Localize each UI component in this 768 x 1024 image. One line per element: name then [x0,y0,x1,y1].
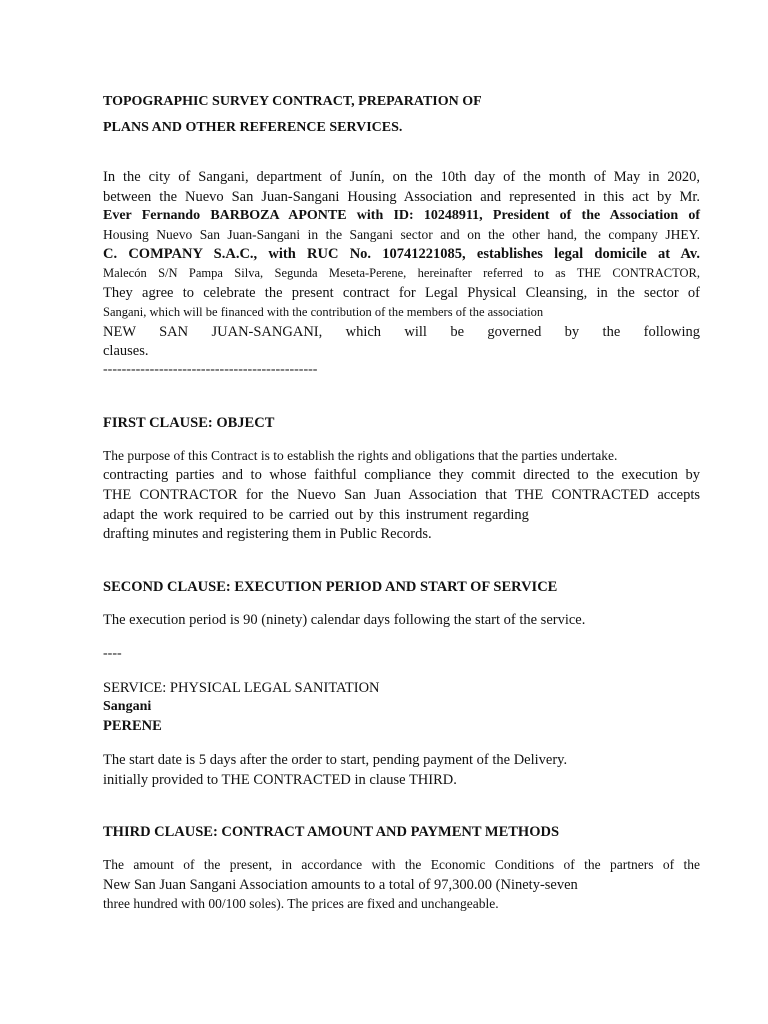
document-title-line-1: TOPOGRAPHIC SURVEY CONTRACT, PREPARATION OF [103,94,482,109]
intro-line-3: Ever Fernando BARBOZA APONTE with ID: 10248911, President of the Association of [103,208,700,223]
execution-period-text: The execution period is 90 (ninety) calendar days following the start of the service. [103,612,586,628]
intro-line-8: Sangani, which will be financed with the contribution of the members of the association [103,305,544,319]
intro-line-2: between the Nuevo San Juan-Sangani Housing Association and represented in this act by Mr. [103,189,700,205]
short-divider: ---- [103,646,122,661]
third-clause-line-3: three hundred with 00/100 soles). The prices are fixed and unchangeable. [103,896,499,911]
first-clause-line-2: contracting parties and to whose faithful compliance they commit directed to the execution by [103,467,700,483]
intro-line-1: In the city of Sangani, department of Junín, on the 10th day of the month of May in 2020, [103,169,700,185]
intro-line-10: clauses. [103,343,149,359]
first-clause-line-4: adapt the work required to be carried out by this instrument regarding [103,507,529,523]
intro-line-6: Malecón S/N Pampa Silva, Segunda Meseta-Perene, hereinafter referred to as THE CONTRACTOR, [103,266,700,280]
intro-line-7: They agree to celebrate the present contract for Legal Physical Cleansing, in the sector of [103,285,700,301]
intro-line-4: Housing Nuevo San Juan-Sangani in the Sangani sector and on the other hand, the company JHEY. [103,227,700,242]
start-date-line-2: initially provided to THE CONTRACTED in clause THIRD. [103,772,457,788]
third-clause-heading: THIRD CLAUSE: CONTRACT AMOUNT AND PAYMENT METHODS [103,824,560,840]
service-name: SERVICE: PHYSICAL LEGAL SANITATION [103,680,380,696]
first-clause-line-5: drafting minutes and registering them in Public Records. [103,526,432,542]
section-divider: ---------------------------------------------- [103,362,318,377]
document-title-line-2: PLANS AND OTHER REFERENCE SERVICES. [103,120,403,135]
second-clause-heading: SECOND CLAUSE: EXECUTION PERIOD AND START OF SERVICE [103,579,558,595]
first-clause-heading: FIRST CLAUSE: OBJECT [103,415,275,431]
third-clause-line-2: New San Juan Sangani Association amounts to a total of 97,300.00 (Ninety-seven [103,877,578,893]
first-clause-line-3: THE CONTRACTOR for the Nuevo San Juan Association that THE CONTRACTED accepts [103,487,700,503]
intro-line-5: C. COMPANY S.A.C., with RUC No. 10741221085, establishes legal domicile at Av. [103,246,700,262]
intro-line-9: NEW SAN JUAN-SANGANI, which will be governed by the following [103,324,700,340]
service-place-sangani: Sangani [103,699,152,714]
start-date-line-1: The start date is 5 days after the order to start, pending payment of the Delivery. [103,752,568,768]
first-clause-line-1: The purpose of this Contract is to establish the rights and obligations that the parties undertake. [103,448,618,463]
service-place-perene: PERENE [103,718,162,734]
third-clause-line-1: The amount of the present, in accordance with the Economic Conditions of the partners of the [103,857,700,872]
